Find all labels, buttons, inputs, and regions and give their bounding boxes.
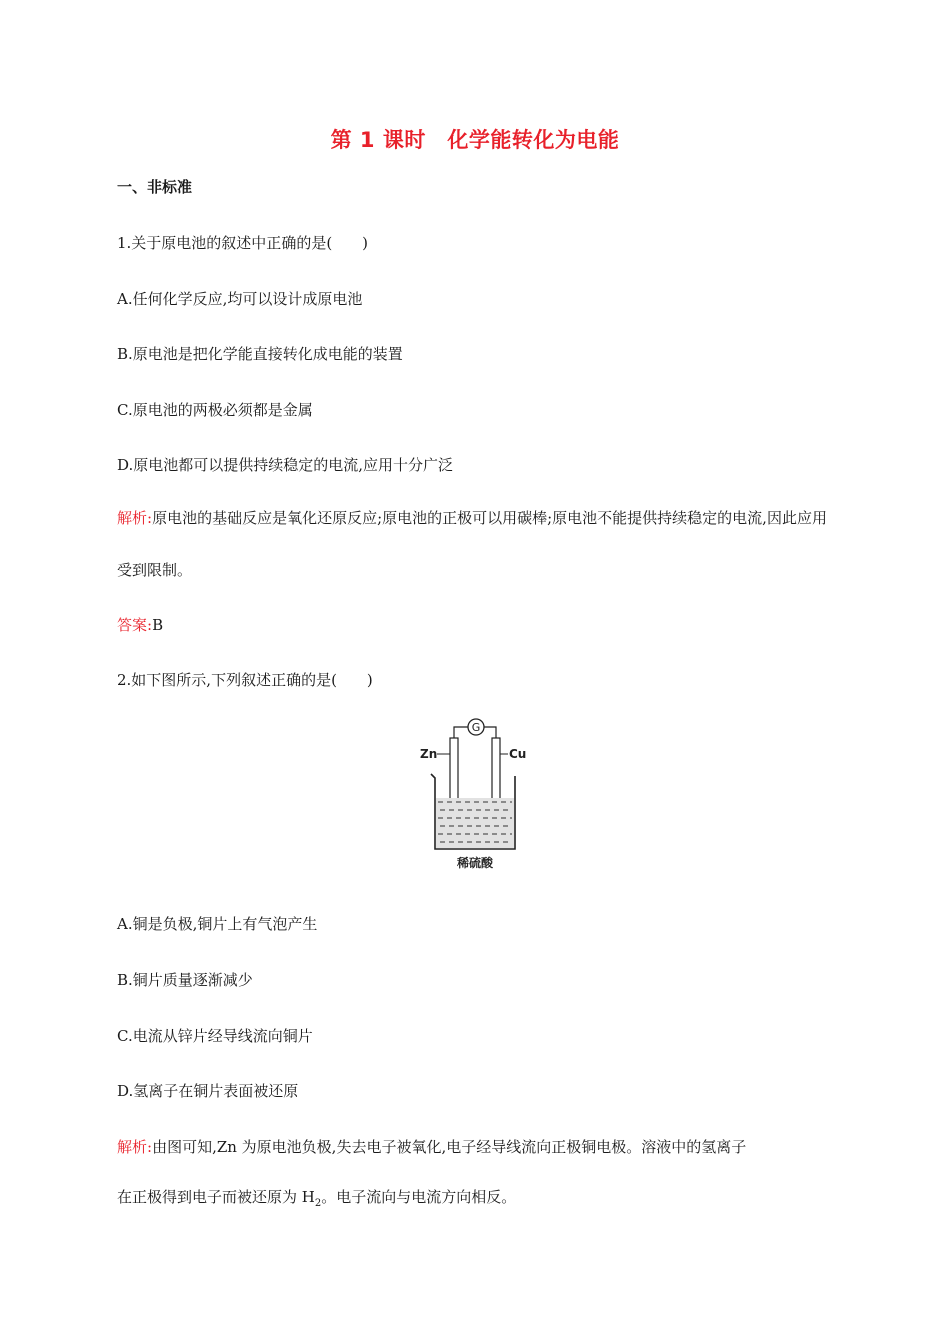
question-2-option-c: C.电流从锌片经导线流向铜片 <box>117 1027 313 1045</box>
analysis-text: 由图可知,Zn 为原电池负极,失去电子被氧化,电子经导线流向正极铜电极。溶液中的氢离子 <box>152 1138 747 1156</box>
wire-right <box>484 727 496 738</box>
galvanometer-label: G <box>471 721 481 734</box>
solution-label: 稀硫酸 <box>456 856 494 870</box>
question-2-analysis-line-2 <box>117 1186 516 1209</box>
analysis-text: 原电池的基础反应是氧化还原反应;原电池的正极可以用碳棒;原电池不能提供持续稳定的电流,因此应用受到限制。 <box>117 509 827 579</box>
question-1-stem: 1.关于原电池的叙述中正确的是( ) <box>117 234 369 252</box>
zinc-label: Zn <box>420 747 438 761</box>
subscript: 2 <box>314 1198 322 1209</box>
question-1-option-a: A.任何化学反应,均可以设计成原电池 <box>117 290 363 308</box>
solution-fill <box>436 798 514 848</box>
page-title: 第 1 课时 化学能转化为电能 <box>330 128 620 152</box>
analysis-label: 解析: <box>117 509 153 527</box>
question-2-analysis-line-1 <box>117 1136 746 1157</box>
analysis-label: 解析: <box>117 1138 153 1156</box>
question-2-option-d: D.氢离子在铜片表面被还原 <box>117 1082 299 1100</box>
answer-label: 答案: <box>117 616 153 634</box>
question-1-option-d: D.原电池都可以提供持续稳定的电流,应用十分广泛 <box>117 456 454 474</box>
question-2-option-b: B.铜片质量逐渐减少 <box>117 971 253 989</box>
question-1-analysis <box>117 492 837 596</box>
question-2-stem: 2.如下图所示,下列叙述正确的是( ) <box>117 671 373 689</box>
section-heading: 一、非标准 <box>117 178 193 196</box>
copper-label: Cu <box>509 747 527 761</box>
wire-left <box>454 727 468 738</box>
question-1-option-b: B.原电池是把化学能直接转化成电能的装置 <box>117 345 403 363</box>
analysis-text: 在正极得到电子而被还原为 H <box>117 1188 315 1206</box>
question-1-option-c: C.原电池的两极必须都是金属 <box>117 401 313 419</box>
galvanic-cell-diagram <box>420 716 530 872</box>
question-2-option-a: A.铜是负极,铜片上有气泡产生 <box>117 915 318 933</box>
question-1-answer <box>117 614 163 635</box>
analysis-text: 。电子流向与电流方向相反。 <box>321 1188 517 1206</box>
answer-value: B <box>152 616 164 634</box>
